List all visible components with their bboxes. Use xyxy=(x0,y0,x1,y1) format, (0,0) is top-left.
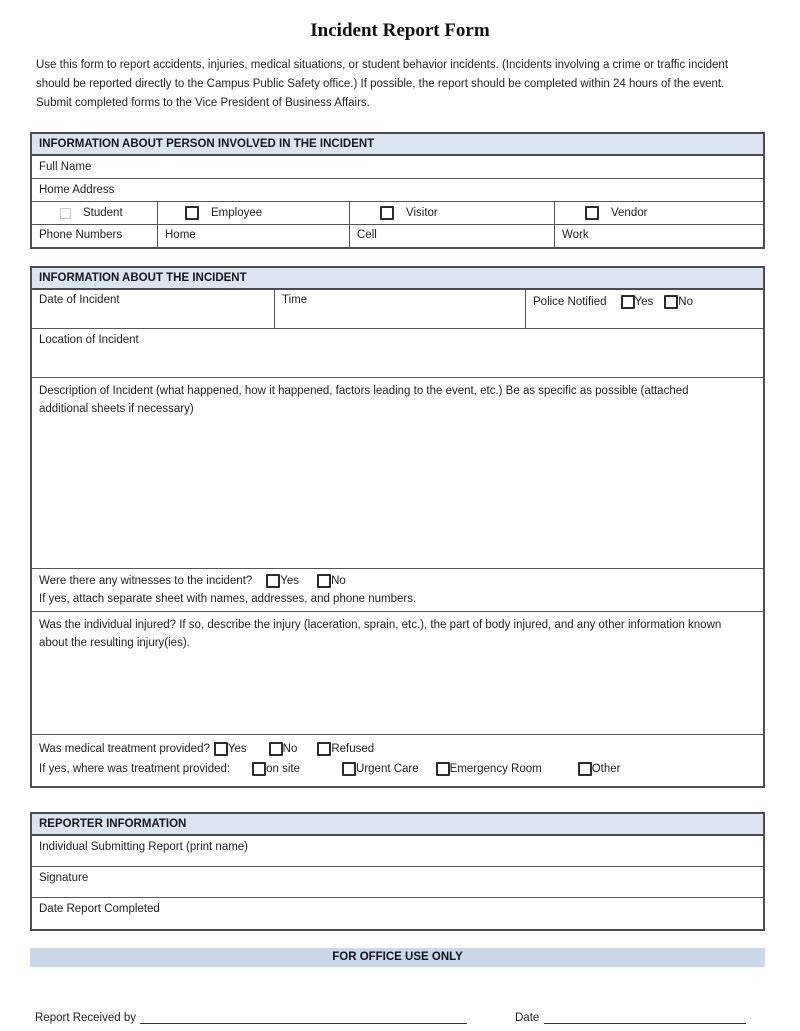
vendor-checkbox[interactable] xyxy=(585,206,599,220)
signature-field[interactable] xyxy=(32,867,763,898)
police-notified-label: Police Notified xyxy=(533,296,607,308)
role-option-visitor[interactable] xyxy=(350,202,555,224)
full-name-field[interactable] xyxy=(32,156,763,179)
student-label: Student xyxy=(83,207,123,219)
report-received-by-label: Report Received by xyxy=(35,1012,136,1024)
treatment-yes-checkbox[interactable] xyxy=(214,742,228,756)
visitor-label: Visitor xyxy=(406,207,438,219)
treatment-other-label: Other xyxy=(591,763,621,775)
date-of-incident-field[interactable] xyxy=(32,290,275,328)
phone-work-field[interactable] xyxy=(555,225,763,247)
submitting-report-field[interactable] xyxy=(32,836,763,867)
incident-info-table xyxy=(30,266,765,788)
received-date-label: Date xyxy=(515,1012,540,1024)
role-option-employee[interactable] xyxy=(158,202,350,224)
received-date-line[interactable] xyxy=(544,1011,746,1024)
incident-datetime-row xyxy=(32,290,763,329)
medical-treatment-row xyxy=(32,735,763,786)
treatment-no-checkbox[interactable] xyxy=(269,742,283,756)
description-of-incident-label: Description of Incident (what happened, how it happened, factors leading to the event, etc.) Be as specific as possible (attached additional sheets if necessary) xyxy=(39,385,689,415)
person-info-table xyxy=(30,132,765,249)
witness-no-label: No xyxy=(331,575,346,587)
phone-home-field[interactable] xyxy=(158,225,350,247)
form-instructions: Use this form to report accidents, injuries, medical situations, or student behavior incidents. (Incidents involving a crime or traffic incident should be reported directly to the Campus Public Safety office.) If possible, the report should be completed within 24 hours of the event. Submit completed forms to the Vice President of Business Affairs. xyxy=(36,59,729,109)
time-field[interactable] xyxy=(275,290,526,328)
report-received-by-line[interactable] xyxy=(140,1011,467,1024)
phone-work-label: Work xyxy=(562,229,589,241)
treatment-refused-label: Refused xyxy=(331,743,375,755)
employee-checkbox[interactable] xyxy=(185,206,199,220)
injury-description-field[interactable] xyxy=(32,612,763,735)
full-name-label: Full Name xyxy=(39,161,92,173)
police-no-checkbox[interactable] xyxy=(664,295,678,309)
treatment-urgent-care-label: Urgent Care xyxy=(356,763,419,775)
witness-no-checkbox[interactable] xyxy=(317,574,331,588)
police-yes-label: Yes xyxy=(634,296,654,308)
office-footer xyxy=(35,1011,765,1024)
role-option-student[interactable] xyxy=(32,202,158,224)
home-address-field[interactable] xyxy=(32,179,763,202)
phone-cell-label: Cell xyxy=(357,229,377,241)
treatment-other-checkbox[interactable] xyxy=(578,762,592,776)
police-notified-field xyxy=(526,290,763,328)
role-option-vendor[interactable] xyxy=(555,202,763,224)
phone-home-label: Home xyxy=(165,229,196,241)
reporter-info-header: REPORTER INFORMATION xyxy=(32,814,763,836)
treatment-emergency-room-checkbox[interactable] xyxy=(436,762,450,776)
location-of-incident-field[interactable] xyxy=(32,329,763,378)
date-report-completed-field[interactable] xyxy=(32,898,763,929)
incident-info-header: INFORMATION ABOUT THE INCIDENT xyxy=(32,268,763,290)
witness-question-label: Were there any witnesses to the incident? xyxy=(39,575,253,587)
witness-note-label: If yes, attach separate sheet with names, addresses, and phone numbers. xyxy=(39,593,417,605)
treatment-urgent-care-checkbox[interactable] xyxy=(342,762,356,776)
witness-yes-checkbox[interactable] xyxy=(266,574,280,588)
witnesses-row xyxy=(32,569,763,612)
reporter-info-table xyxy=(30,812,765,931)
treatment-yes-label: Yes xyxy=(227,743,247,755)
home-address-label: Home Address xyxy=(39,184,115,196)
treatment-no-label: No xyxy=(282,743,298,755)
student-checkbox[interactable] xyxy=(60,208,71,219)
treatment-where-question-label: If yes, where was treatment provided: xyxy=(39,763,231,775)
treatment-onsite-label: on site xyxy=(266,763,301,775)
visitor-checkbox[interactable] xyxy=(380,206,394,220)
police-no-label: No xyxy=(678,296,693,308)
employee-label: Employee xyxy=(211,207,263,219)
time-label: Time xyxy=(282,294,308,306)
police-yes-checkbox[interactable] xyxy=(621,295,635,309)
person-info-header: INFORMATION ABOUT PERSON INVOLVED IN THE INCIDENT xyxy=(32,134,763,156)
signature-label: Signature xyxy=(39,872,89,884)
date-of-incident-label: Date of Incident xyxy=(39,294,120,306)
person-role-row xyxy=(32,202,763,225)
treatment-question-label: Was medical treatment provided? xyxy=(39,743,210,755)
office-use-banner: FOR OFFICE USE ONLY xyxy=(30,948,765,967)
phone-cell-field[interactable] xyxy=(350,225,555,247)
location-of-incident-label: Location of Incident xyxy=(39,334,139,346)
witness-yes-label: Yes xyxy=(280,575,300,587)
treatment-emergency-room-label: Emergency Room xyxy=(449,763,542,775)
submitting-report-label: Individual Submitting Report (print name) xyxy=(39,841,249,853)
description-of-incident-field[interactable] xyxy=(32,378,763,569)
treatment-refused-checkbox[interactable] xyxy=(317,742,331,756)
treatment-onsite-checkbox[interactable] xyxy=(252,762,266,776)
vendor-label: Vendor xyxy=(611,207,648,219)
page-title: Incident Report Form xyxy=(310,20,490,41)
injury-question-label: Was the individual injured? If so, describe the injury (laceration, sprain, etc.), the part of body injured, and any other information known about the resulting injury(ies). xyxy=(39,619,722,649)
date-report-completed-label: Date Report Completed xyxy=(39,903,160,915)
phone-numbers-row xyxy=(32,225,763,247)
phone-numbers-label: Phone Numbers xyxy=(32,225,158,247)
